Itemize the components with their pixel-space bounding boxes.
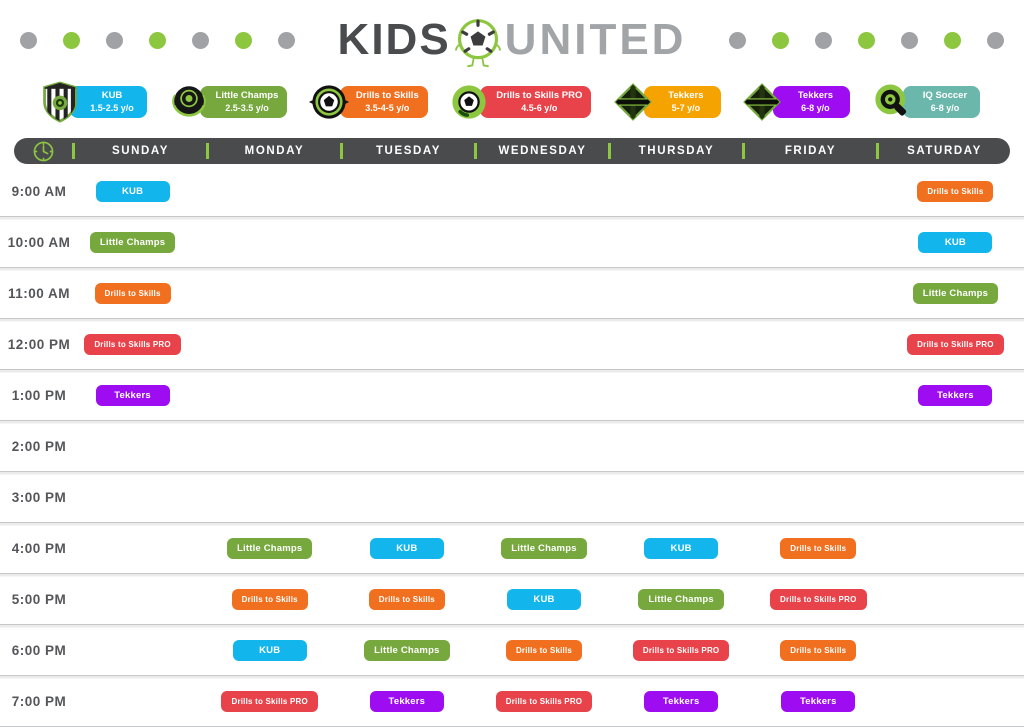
schedule-pill-drills-to-skills-pro[interactable]: Drills to Skills PRO — [496, 691, 592, 712]
schedule-cell-saturday — [887, 334, 1024, 355]
schedule-pill-kub[interactable]: KUB — [918, 232, 992, 253]
decor-dot-gray — [815, 32, 832, 49]
schedule-pill-little-champs[interactable]: Little Champs — [227, 538, 312, 559]
day-header-friday: FRIDAY — [784, 145, 837, 157]
schedule-cell-saturday — [887, 385, 1024, 406]
time-label: 3:00 PM — [11, 489, 67, 505]
time-cell — [0, 387, 67, 403]
tekkers-icon — [741, 81, 783, 123]
decor-dot-gray — [20, 32, 37, 49]
decor-dot-gray — [278, 32, 295, 49]
schedule-cell-wednesday — [475, 691, 612, 712]
schedule-pill-kub[interactable]: KUB — [96, 181, 170, 202]
legend-pill — [70, 86, 147, 119]
schedule-pill-drills-to-skills-pro[interactable]: Drills to Skills PRO — [633, 640, 729, 661]
day-header-thursday: THURSDAY — [638, 145, 715, 157]
schedule-cell-sunday — [64, 334, 201, 355]
schedule-row — [0, 676, 1024, 727]
legend-age-range: 6-8 y/o — [930, 103, 960, 114]
schedule-pill-drills-to-skills[interactable]: Drills to Skills — [780, 538, 856, 559]
legend-program-name: Drills to Skills — [355, 89, 419, 101]
decor-dot-green — [858, 32, 875, 49]
schedule-cell-monday — [201, 589, 338, 610]
schedule-cell-sunday — [64, 232, 201, 253]
decor-dot-green — [149, 32, 166, 49]
schedule-pill-drills-to-skills-pro[interactable]: Drills to Skills PRO — [84, 334, 180, 355]
time-label: 10:00 AM — [7, 234, 71, 250]
schedule-cell-tuesday — [338, 691, 475, 712]
schedule-cell-friday — [750, 589, 887, 610]
schedule-pill-drills-to-skills-pro[interactable]: Drills to Skills PRO — [770, 589, 866, 610]
schedule-pill-kub[interactable]: KUB — [507, 589, 581, 610]
legend-pill — [340, 86, 428, 119]
legend-program-name: Little Champs — [215, 89, 279, 101]
day-header-bar — [14, 138, 1010, 164]
schedule-cell-sunday — [64, 181, 201, 202]
schedule-cell-monday — [201, 538, 338, 559]
time-label: 2:00 PM — [11, 438, 67, 454]
legend-age-range: 4.5-6 y/o — [521, 103, 558, 114]
clock-icon — [14, 138, 72, 164]
time-cell — [0, 642, 67, 658]
schedule-cell-tuesday — [338, 538, 475, 559]
legend-item-little-champs-2-5-3-5-y-o[interactable] — [168, 81, 288, 123]
time-label: 1:00 PM — [11, 387, 67, 403]
tekkers-icon — [612, 81, 654, 123]
decor-dot-gray — [987, 32, 1004, 49]
legend-age-range: 3.5-4-5 y/o — [365, 103, 410, 114]
drills-to-skills-pro-icon — [448, 81, 490, 123]
schedule-cell-wednesday — [475, 640, 612, 661]
logo — [338, 13, 687, 67]
schedule-row — [0, 472, 1024, 523]
decor-dot-gray — [729, 32, 746, 49]
legend-program-name: Drills to Skills PRO — [496, 89, 583, 101]
header — [0, 0, 1024, 66]
schedule-pill-drills-to-skills[interactable]: Drills to Skills — [369, 589, 445, 610]
schedule-pill-drills-to-skills-pro[interactable]: Drills to Skills PRO — [221, 691, 317, 712]
day-header-monday: MONDAY — [244, 145, 305, 157]
decor-dot-green — [63, 32, 80, 49]
schedule-row — [0, 217, 1024, 268]
kub-shield-icon — [40, 80, 80, 124]
time-label: 9:00 AM — [11, 183, 67, 199]
time-label: 12:00 PM — [7, 336, 71, 352]
schedule-pill-tekkers[interactable]: Tekkers — [918, 385, 992, 406]
schedule-pill-little-champs[interactable]: Little Champs — [638, 589, 723, 610]
schedule-pill-kub[interactable]: KUB — [370, 538, 444, 559]
legend-age-range: 2.5-3.5 y/o — [225, 103, 269, 114]
schedule-cell-wednesday — [475, 538, 612, 559]
logo-united-text: UNITED — [504, 15, 687, 64]
schedule-cell-friday — [750, 538, 887, 559]
legend-age-range: 1.5-2.5 y/o — [90, 103, 134, 114]
time-cell — [0, 234, 71, 250]
schedule-pill-kub[interactable]: KUB — [233, 640, 307, 661]
time-cell — [0, 591, 67, 607]
time-cell — [0, 693, 67, 709]
little-champs-icon — [168, 81, 210, 123]
legend-pill — [644, 86, 721, 119]
schedule-pill-drills-to-skills[interactable]: Drills to Skills — [232, 589, 308, 610]
schedule-cell-wednesday — [475, 589, 612, 610]
schedule-pill-drills-to-skills-pro[interactable]: Drills to Skills PRO — [907, 334, 1003, 355]
schedule-pill-little-champs[interactable]: Little Champs — [364, 640, 449, 661]
legend-pill — [773, 86, 850, 119]
schedule-pill-drills-to-skills[interactable]: Drills to Skills — [506, 640, 582, 661]
schedule-pill-tekkers[interactable]: Tekkers — [370, 691, 444, 712]
legend-age-range: 5-7 y/o — [671, 103, 701, 114]
time-cell — [0, 183, 67, 199]
schedule-row — [0, 166, 1024, 217]
time-cell — [0, 489, 67, 505]
schedule-pill-tekkers[interactable]: Tekkers — [644, 691, 718, 712]
legend-pill — [903, 86, 980, 119]
iq-soccer-icon — [871, 81, 913, 123]
time-cell — [0, 336, 71, 352]
schedule-row — [0, 574, 1024, 625]
time-label: 11:00 AM — [7, 285, 71, 301]
decor-dot-gray — [192, 32, 209, 49]
schedule-cell-thursday — [613, 538, 750, 559]
schedule-cell-tuesday — [338, 640, 475, 661]
decor-dots-right — [729, 32, 1004, 49]
decor-dot-green — [944, 32, 961, 49]
schedule-cell-tuesday — [338, 589, 475, 610]
decor-dot-green — [235, 32, 252, 49]
schedule-cell-sunday — [64, 283, 201, 304]
schedule-row — [0, 319, 1024, 370]
schedule-row — [0, 370, 1024, 421]
schedule-cell-friday — [750, 691, 887, 712]
schedule-pill-little-champs[interactable]: Little Champs — [913, 283, 998, 304]
legend-item-tekkers-5-7-y-o[interactable] — [612, 81, 721, 123]
decor-dot-green — [772, 32, 789, 49]
schedule-cell-saturday — [887, 283, 1024, 304]
schedule-grid — [0, 166, 1024, 727]
legend-program-name: Tekkers — [668, 89, 704, 101]
schedule-row — [0, 268, 1024, 319]
schedule-pill-drills-to-skills[interactable]: Drills to Skills — [917, 181, 993, 202]
legend — [0, 66, 1024, 126]
schedule-cell-monday — [201, 691, 338, 712]
time-cell — [0, 285, 71, 301]
legend-program-name: KUB — [101, 89, 123, 101]
schedule-cell-saturday — [887, 181, 1024, 202]
schedule-pill-drills-to-skills[interactable]: Drills to Skills — [95, 283, 171, 304]
decor-dot-gray — [901, 32, 918, 49]
legend-program-name: IQ Soccer — [922, 89, 968, 101]
day-header-sunday: SUNDAY — [111, 145, 170, 157]
time-cell — [0, 438, 67, 454]
schedule-pill-little-champs[interactable]: Little Champs — [501, 538, 586, 559]
time-label: 4:00 PM — [11, 540, 67, 556]
time-label: 7:00 PM — [11, 693, 67, 709]
legend-pill — [480, 86, 591, 119]
day-header-wednesday: WEDNESDAY — [498, 145, 587, 157]
schedule-row — [0, 421, 1024, 472]
schedule-pill-tekkers[interactable]: Tekkers — [96, 385, 170, 406]
schedule-cell-sunday — [64, 385, 201, 406]
drills-to-skills-icon — [308, 81, 350, 123]
schedule-cell-monday — [201, 640, 338, 661]
legend-item-kub-1-5-2-5-y-o[interactable] — [40, 80, 147, 124]
legend-item-tekkers-6-8-y-o[interactable] — [741, 81, 850, 123]
legend-age-range: 6-8 y/o — [801, 103, 830, 114]
schedule-row — [0, 523, 1024, 574]
schedule-cell-saturday — [887, 232, 1024, 253]
logo-kids-text: KIDS — [337, 15, 451, 64]
day-header-tuesday: TUESDAY — [375, 145, 442, 157]
legend-pill — [200, 86, 288, 119]
schedule-cell-thursday — [613, 691, 750, 712]
legend-program-name: Tekkers — [797, 89, 834, 101]
schedule-pill-drills-to-skills[interactable]: Drills to Skills — [780, 640, 856, 661]
legend-item-drills-to-skills-pro-4-5-6-y-o[interactable] — [448, 81, 591, 123]
soccer-ball-mascot-icon — [453, 15, 503, 69]
schedule-pill-kub[interactable]: KUB — [644, 538, 718, 559]
schedule-cell-thursday — [613, 640, 750, 661]
time-cell — [0, 540, 67, 556]
day-header-saturday: SATURDAY — [907, 145, 982, 157]
schedule-row — [0, 625, 1024, 676]
decor-dot-gray — [106, 32, 123, 49]
schedule-pill-little-champs[interactable]: Little Champs — [90, 232, 175, 253]
time-label: 5:00 PM — [11, 591, 67, 607]
time-label: 6:00 PM — [11, 642, 67, 658]
schedule-pill-tekkers[interactable]: Tekkers — [781, 691, 855, 712]
legend-item-iq-soccer-6-8-y-o[interactable] — [871, 81, 980, 123]
decor-dots-left — [20, 32, 295, 49]
legend-item-drills-to-skills-3-5-4-5-y-o[interactable] — [308, 81, 428, 123]
schedule-cell-friday — [750, 640, 887, 661]
schedule-cell-thursday — [613, 589, 750, 610]
